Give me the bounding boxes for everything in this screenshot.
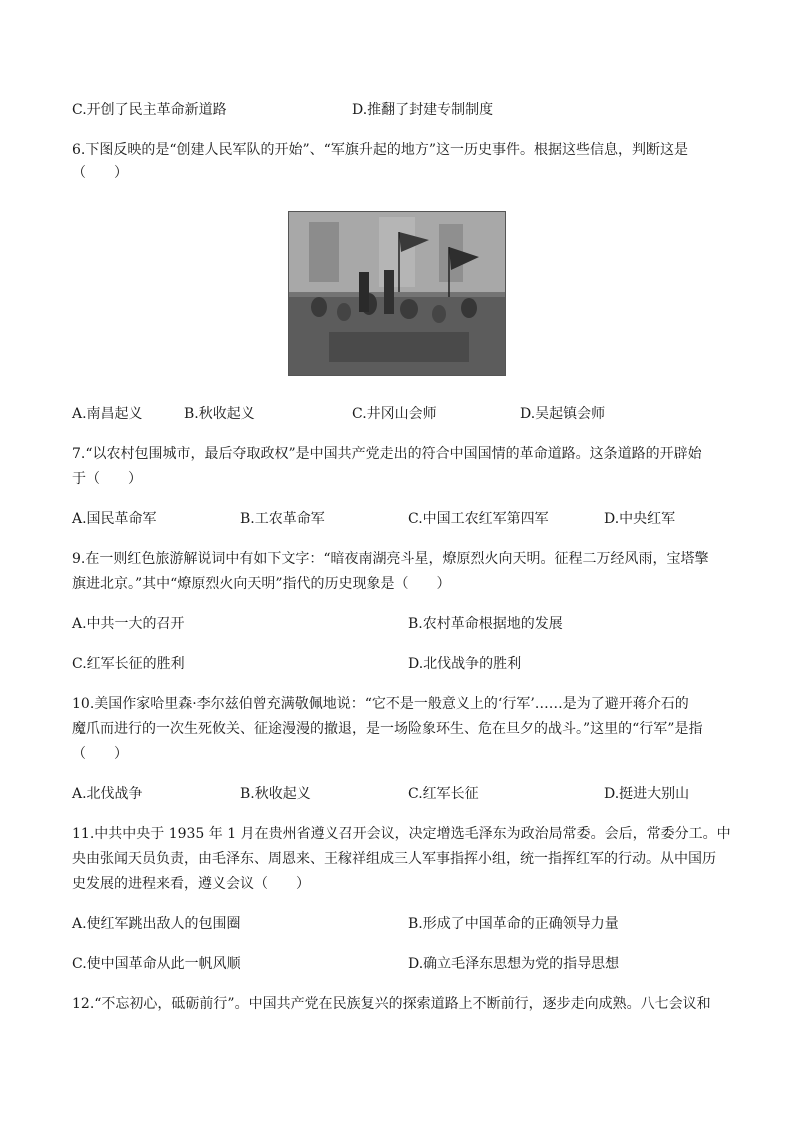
q7-stem-line1: 7.“以农村包围城市，最后夺取政权”是中国共产党走出的符合中国国情的革命道路。这条道路的开辟始 bbox=[72, 446, 702, 462]
q10-option-d: D.挺进大别山 bbox=[604, 786, 690, 802]
q12-stem-line1: 12.“不忘初心，砥砺前行”。中国共产党在民族复兴的探索道路上不断前行，逐步走向成熟。八七会议和 bbox=[72, 996, 711, 1012]
q11-stem-line2: 央由张闻天员负责，由毛泽东、周恩来、王稼祥组成三人军事指挥小组，统一指挥红军的行动。从中国历 bbox=[72, 851, 716, 867]
q10-stem-line3: （ ） bbox=[72, 746, 128, 762]
q5-option-c: C.开创了民主革命新道路 bbox=[72, 102, 227, 118]
q11-option-d: D.确立毛泽东思想为党的指导思想 bbox=[408, 956, 620, 972]
q11-stem-line3: 史发展的进程来看，遵义会议（ ） bbox=[72, 876, 310, 892]
q6-stem-line1: 6.下图反映的是“创建人民军队的开始”、“军旗升起的地方”这一历史事件。根据这些信息，判断这是 bbox=[72, 142, 688, 158]
q7-stem-line2: 于（ ） bbox=[72, 471, 142, 487]
q9-stem-line1: 9.在一则红色旅游解说词中有如下文字：“暗夜南湖亮斗星，燎原烈火向天明。征程二万经风雨，宝塔擎 bbox=[72, 551, 709, 567]
q6-option-a: A.南昌起义 bbox=[72, 406, 143, 422]
q7-option-c: C.中国工农红军第四军 bbox=[408, 511, 549, 527]
q11-option-b: B.形成了中国革命的正确领导力量 bbox=[408, 916, 619, 932]
q10-option-c: C.红军长征 bbox=[408, 786, 479, 802]
q9-option-b: B.农村革命根据地的发展 bbox=[408, 616, 563, 632]
q10-option-b: B.秋收起义 bbox=[240, 786, 311, 802]
q6-option-b: B.秋收起义 bbox=[184, 406, 255, 422]
q11-stem-line1: 11.中共中央于 1935 年 1 月在贵州省遵义召开会议，决定增选毛泽东为政治局常委。会后，常委分工。中 bbox=[72, 826, 731, 842]
q9-option-a: A.中共一大的召开 bbox=[72, 616, 185, 632]
q6-historical-photo bbox=[288, 211, 506, 376]
q7-option-a: A.国民革命军 bbox=[72, 511, 157, 527]
q9-stem-line2: 旗进北京。”其中“燎原烈火向天明”指代的历史现象是（ ） bbox=[72, 576, 451, 592]
q10-stem-line1: 10.美国作家哈里森·李尔兹伯曾充满敬佩地说：“它不是一般意义上的‘行军’……是为了避开蒋介石的 bbox=[72, 696, 689, 712]
q9-option-c: C.红军长征的胜利 bbox=[72, 656, 185, 672]
q11-option-a: A.使红军跳出敌人的包围圈 bbox=[72, 916, 241, 932]
q11-option-c: C.使中国革命从此一帆风顺 bbox=[72, 956, 241, 972]
q6-stem-line2: （ ） bbox=[72, 165, 128, 181]
q9-option-d: D.北伐战争的胜利 bbox=[408, 656, 522, 672]
q5-option-d: D.推翻了封建专制制度 bbox=[352, 102, 494, 118]
q7-option-b: B.工农革命军 bbox=[240, 511, 325, 527]
q6-option-d: D.吴起镇会师 bbox=[520, 406, 606, 422]
q6-option-c: C.井冈山会师 bbox=[352, 406, 437, 422]
q10-stem-line2: 魔爪而进行的一次生死攸关、征途漫漫的撤退，是一场险象环生、危在旦夕的战斗。”这里的“行军”是指 bbox=[72, 721, 703, 737]
q10-option-a: A.北伐战争 bbox=[72, 786, 143, 802]
q7-option-d: D.中央红军 bbox=[604, 511, 676, 527]
